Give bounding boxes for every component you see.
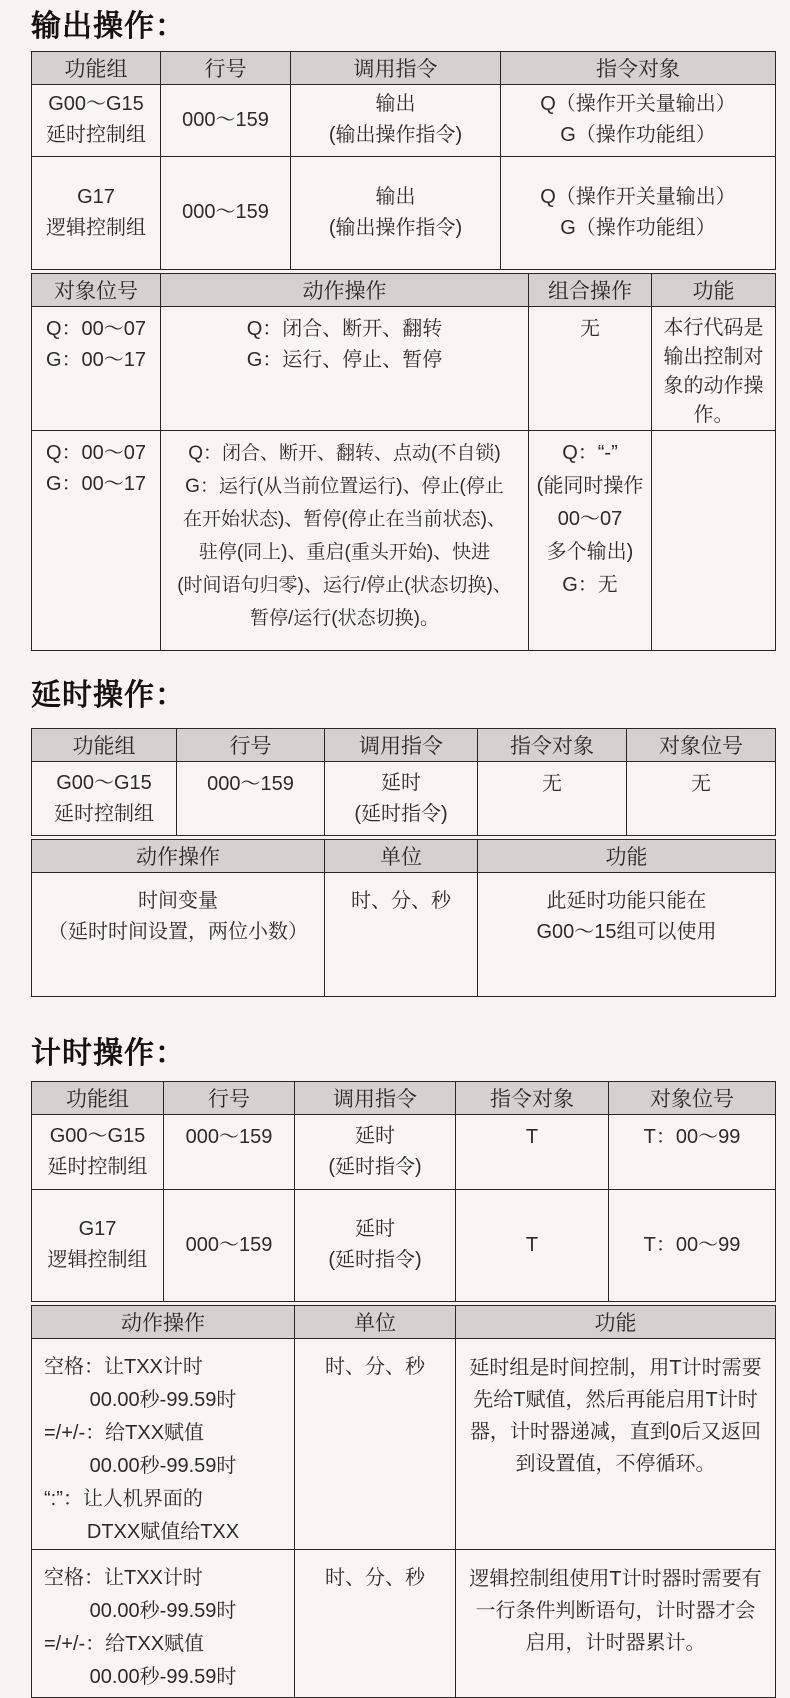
text-line: Q：闭合、断开、翻转 [246, 317, 443, 340]
text-line: (输出操作指令) [328, 124, 463, 146]
text-line: G00～G15 [56, 771, 152, 794]
table-header-row [32, 729, 776, 762]
col-header-action-operation: 动作操作 [32, 840, 325, 873]
section-timer-heading: 计时操作： [31, 1037, 186, 1070]
cell-combo-operation [529, 430, 652, 650]
col-header-command-object: 指令对象 [501, 51, 776, 84]
col-header-command-object: 指令对象 [478, 729, 627, 762]
col-header-unit: 单位 [295, 1305, 456, 1338]
text-line: G00～15组可以使用 [536, 921, 717, 943]
table-row [32, 1114, 776, 1189]
cell-line-number [164, 1189, 295, 1301]
text-line: 时、分、秒 [325, 1355, 425, 1378]
cell-function-group [32, 84, 161, 156]
timer-action-table [31, 1305, 776, 1698]
table-row [32, 762, 776, 836]
text-line: 此延时功能只能在 [546, 890, 707, 912]
text-line: 00～07 [557, 507, 623, 530]
cell-object-bit [627, 762, 776, 836]
text-line: G17 [78, 1218, 117, 1240]
cell-unit [295, 1549, 456, 1697]
cell-combo-operation [529, 306, 652, 430]
col-header-line-number: 行号 [161, 51, 291, 84]
text-line: “:”：让人机界面的 [44, 1487, 203, 1510]
col-header-object-bit: 对象位号 [32, 273, 161, 306]
delay-action-table [31, 839, 776, 997]
section-delay-heading: 延时操作： [31, 678, 186, 712]
col-header-call-command: 调用指令 [295, 1081, 456, 1114]
text-line: 000～159 [182, 108, 269, 131]
text-line: （延时时间设置，两位小数） [48, 921, 308, 943]
text-line: G：00～17 [45, 348, 147, 371]
text-line: G：00～17 [45, 472, 147, 495]
cell-line-number [164, 1114, 295, 1189]
text-line: 多个输出) [546, 540, 634, 563]
section-output-heading: 输出操作： [31, 10, 186, 43]
text-line: 延时 [355, 1124, 395, 1147]
text-line: 无 [691, 773, 711, 795]
text-line: G：运行、停止、暂停 [246, 348, 443, 371]
text-line: 延时控制组 [54, 802, 154, 825]
cell-object-bit [609, 1114, 776, 1189]
cell-function [652, 430, 776, 650]
cell-action-operation [161, 306, 529, 430]
cell-unit [295, 1338, 456, 1549]
output-call-table [31, 51, 776, 270]
cell-function-group [32, 1114, 164, 1189]
cell-action-operation [32, 873, 325, 997]
text-line: 逻辑控制组 [47, 1249, 148, 1271]
text-line: 时间变量 [138, 890, 218, 912]
cell-object-bit [32, 430, 161, 650]
table-row [32, 873, 776, 997]
col-header-function: 功能 [478, 840, 776, 873]
cell-function-group [32, 1189, 164, 1301]
table-row [32, 1189, 776, 1301]
col-header-function-group: 功能组 [32, 51, 161, 84]
cell-object-bit [609, 1189, 776, 1301]
cell-function-group [32, 762, 177, 836]
cell-line-number [161, 84, 291, 156]
text-line: T：00～99 [643, 1125, 741, 1148]
text-line: (延时指令) [328, 1155, 422, 1178]
col-header-unit: 单位 [325, 840, 478, 873]
col-header-object-bit: 对象位号 [627, 729, 776, 762]
text-line: =/+/-：给TXX赋值 [44, 1632, 205, 1655]
col-header-combo-operation: 组合操作 [529, 273, 652, 306]
cell-call-command [325, 762, 478, 836]
text-line: 暂停/运行(状态切换)。 [250, 607, 439, 629]
text-line: 逻辑控制组 [46, 216, 146, 239]
cell-command-object [501, 84, 776, 156]
col-header-action-operation: 动作操作 [32, 1305, 295, 1338]
col-header-function: 功能 [456, 1305, 776, 1338]
table-row [32, 1338, 776, 1549]
cell-call-command [295, 1189, 456, 1301]
cell-function: 延时组是时间控制，用T计时需要先给T赋值，然后再能启用T计时器，计时器递减，直到0后又返回到设置值，不停循环。 [456, 1338, 776, 1549]
table-header-row [32, 51, 776, 84]
text-line: Q：00～07 [45, 441, 147, 464]
cell-function: 本行代码是输出控制对象的动作操作。 [652, 306, 776, 430]
text-line: 无 [580, 317, 600, 340]
text-line: Q（操作开关量输出） [540, 185, 736, 208]
cell-command-object [456, 1189, 609, 1301]
text-line: (延时指令) [328, 1249, 422, 1271]
text-line: G00～G15 [49, 1124, 146, 1147]
text-line: G00～G15 [48, 93, 144, 115]
text-line: DTXX赋值给TXX [86, 1520, 240, 1543]
text-line: 无 [542, 773, 562, 795]
col-header-call-command: 调用指令 [325, 729, 478, 762]
text-line: T：00～99 [643, 1233, 741, 1256]
text-line: 时、分、秒 [351, 890, 451, 912]
text-line: G（操作功能组） [560, 124, 716, 146]
cell-action-operation [161, 430, 529, 650]
text-line: 000～159 [185, 1125, 273, 1148]
text-line: G17 [77, 185, 115, 208]
col-header-action-operation: 动作操作 [161, 273, 529, 306]
cell-command-object [456, 1114, 609, 1189]
text-line: =/+/-：给TXX赋值 [44, 1421, 205, 1444]
col-header-function-group: 功能组 [32, 729, 177, 762]
cell-line-number [161, 156, 291, 269]
text-line: 00.00秒-99.59时 [89, 1388, 237, 1411]
text-line: 00.00秒-99.59时 [89, 1454, 237, 1477]
text-line: T [525, 1233, 539, 1256]
text-line: 输出 [375, 185, 416, 208]
output-action-table [31, 273, 776, 651]
text-line: 在开始状态)、暂停(停止在当前状态)、 [183, 508, 506, 530]
timer-call-table [31, 1081, 776, 1302]
cell-call-command [295, 1114, 456, 1189]
col-header-line-number: 行号 [164, 1081, 295, 1114]
table-row [32, 430, 776, 650]
col-header-function-group: 功能组 [32, 1081, 164, 1114]
text-line: T [525, 1125, 539, 1148]
text-line: G：无 [562, 573, 618, 596]
text-line: 空格：让TXX计时 [44, 1355, 203, 1378]
cell-object-bit [32, 306, 161, 430]
cell-function: 逻辑控制组使用T计时器时需要有一行条件判断语句，计时器才会启用，计时器累计。 [456, 1549, 776, 1697]
text-line: 00.00秒-99.59时 [89, 1665, 237, 1688]
cell-function [478, 873, 776, 997]
text-line: (延时指令) [354, 802, 448, 825]
cell-command-object [478, 762, 627, 836]
col-header-command-object: 指令对象 [456, 1081, 609, 1114]
text-line: 延时控制组 [47, 1155, 148, 1178]
text-line: Q：闭合、断开、翻转、点动(不自锁) [188, 442, 501, 464]
text-line: (能同时操作 [536, 474, 644, 497]
cell-call-command [291, 84, 501, 156]
cell-unit [325, 873, 478, 997]
text-line: G（操作功能组） [560, 216, 716, 239]
text-line: Q：00～07 [45, 317, 147, 340]
col-header-line-number: 行号 [177, 729, 325, 762]
text-line: 延时 [381, 771, 421, 794]
col-header-call-command: 调用指令 [291, 51, 501, 84]
table-row [32, 1549, 776, 1697]
cell-call-command [291, 156, 501, 269]
text-line: 时、分、秒 [325, 1566, 425, 1589]
text-line: 驻停(同上)、重启(重头开始)、快进 [198, 541, 491, 563]
text-line: 000～159 [207, 773, 294, 795]
text-line: 延时控制组 [46, 124, 146, 146]
delay-call-table [31, 728, 776, 836]
text-line: G：运行(从当前位置运行)、停止(停止 [185, 475, 504, 497]
cell-action-operation [32, 1338, 295, 1549]
text-line: 输出 [375, 93, 416, 115]
text-line: (时间语句归零)、运行/停止(状态切换)、 [177, 574, 512, 596]
text-line: (输出操作指令) [328, 216, 463, 239]
text-line: 空格：让TXX计时 [44, 1566, 203, 1589]
text-line: Q（操作开关量输出） [540, 93, 736, 115]
cell-action-operation [32, 1549, 295, 1697]
text-line: 000～159 [182, 201, 269, 223]
text-line: Q：“-” [562, 441, 618, 464]
text-line: 000～159 [185, 1233, 273, 1256]
cell-line-number [177, 762, 325, 836]
text-line: 延时 [355, 1218, 395, 1240]
col-header-function: 功能 [652, 273, 776, 306]
table-header-row [32, 273, 776, 306]
table-header-row [32, 1081, 776, 1114]
table-row [32, 306, 776, 430]
col-header-object-bit: 对象位号 [609, 1081, 776, 1114]
table-row [32, 156, 776, 269]
table-header-row [32, 1305, 776, 1338]
cell-command-object [501, 156, 776, 269]
text-line: 00.00秒-99.59时 [89, 1599, 237, 1622]
cell-function-group [32, 156, 161, 269]
table-header-row [32, 840, 776, 873]
table-row [32, 84, 776, 156]
